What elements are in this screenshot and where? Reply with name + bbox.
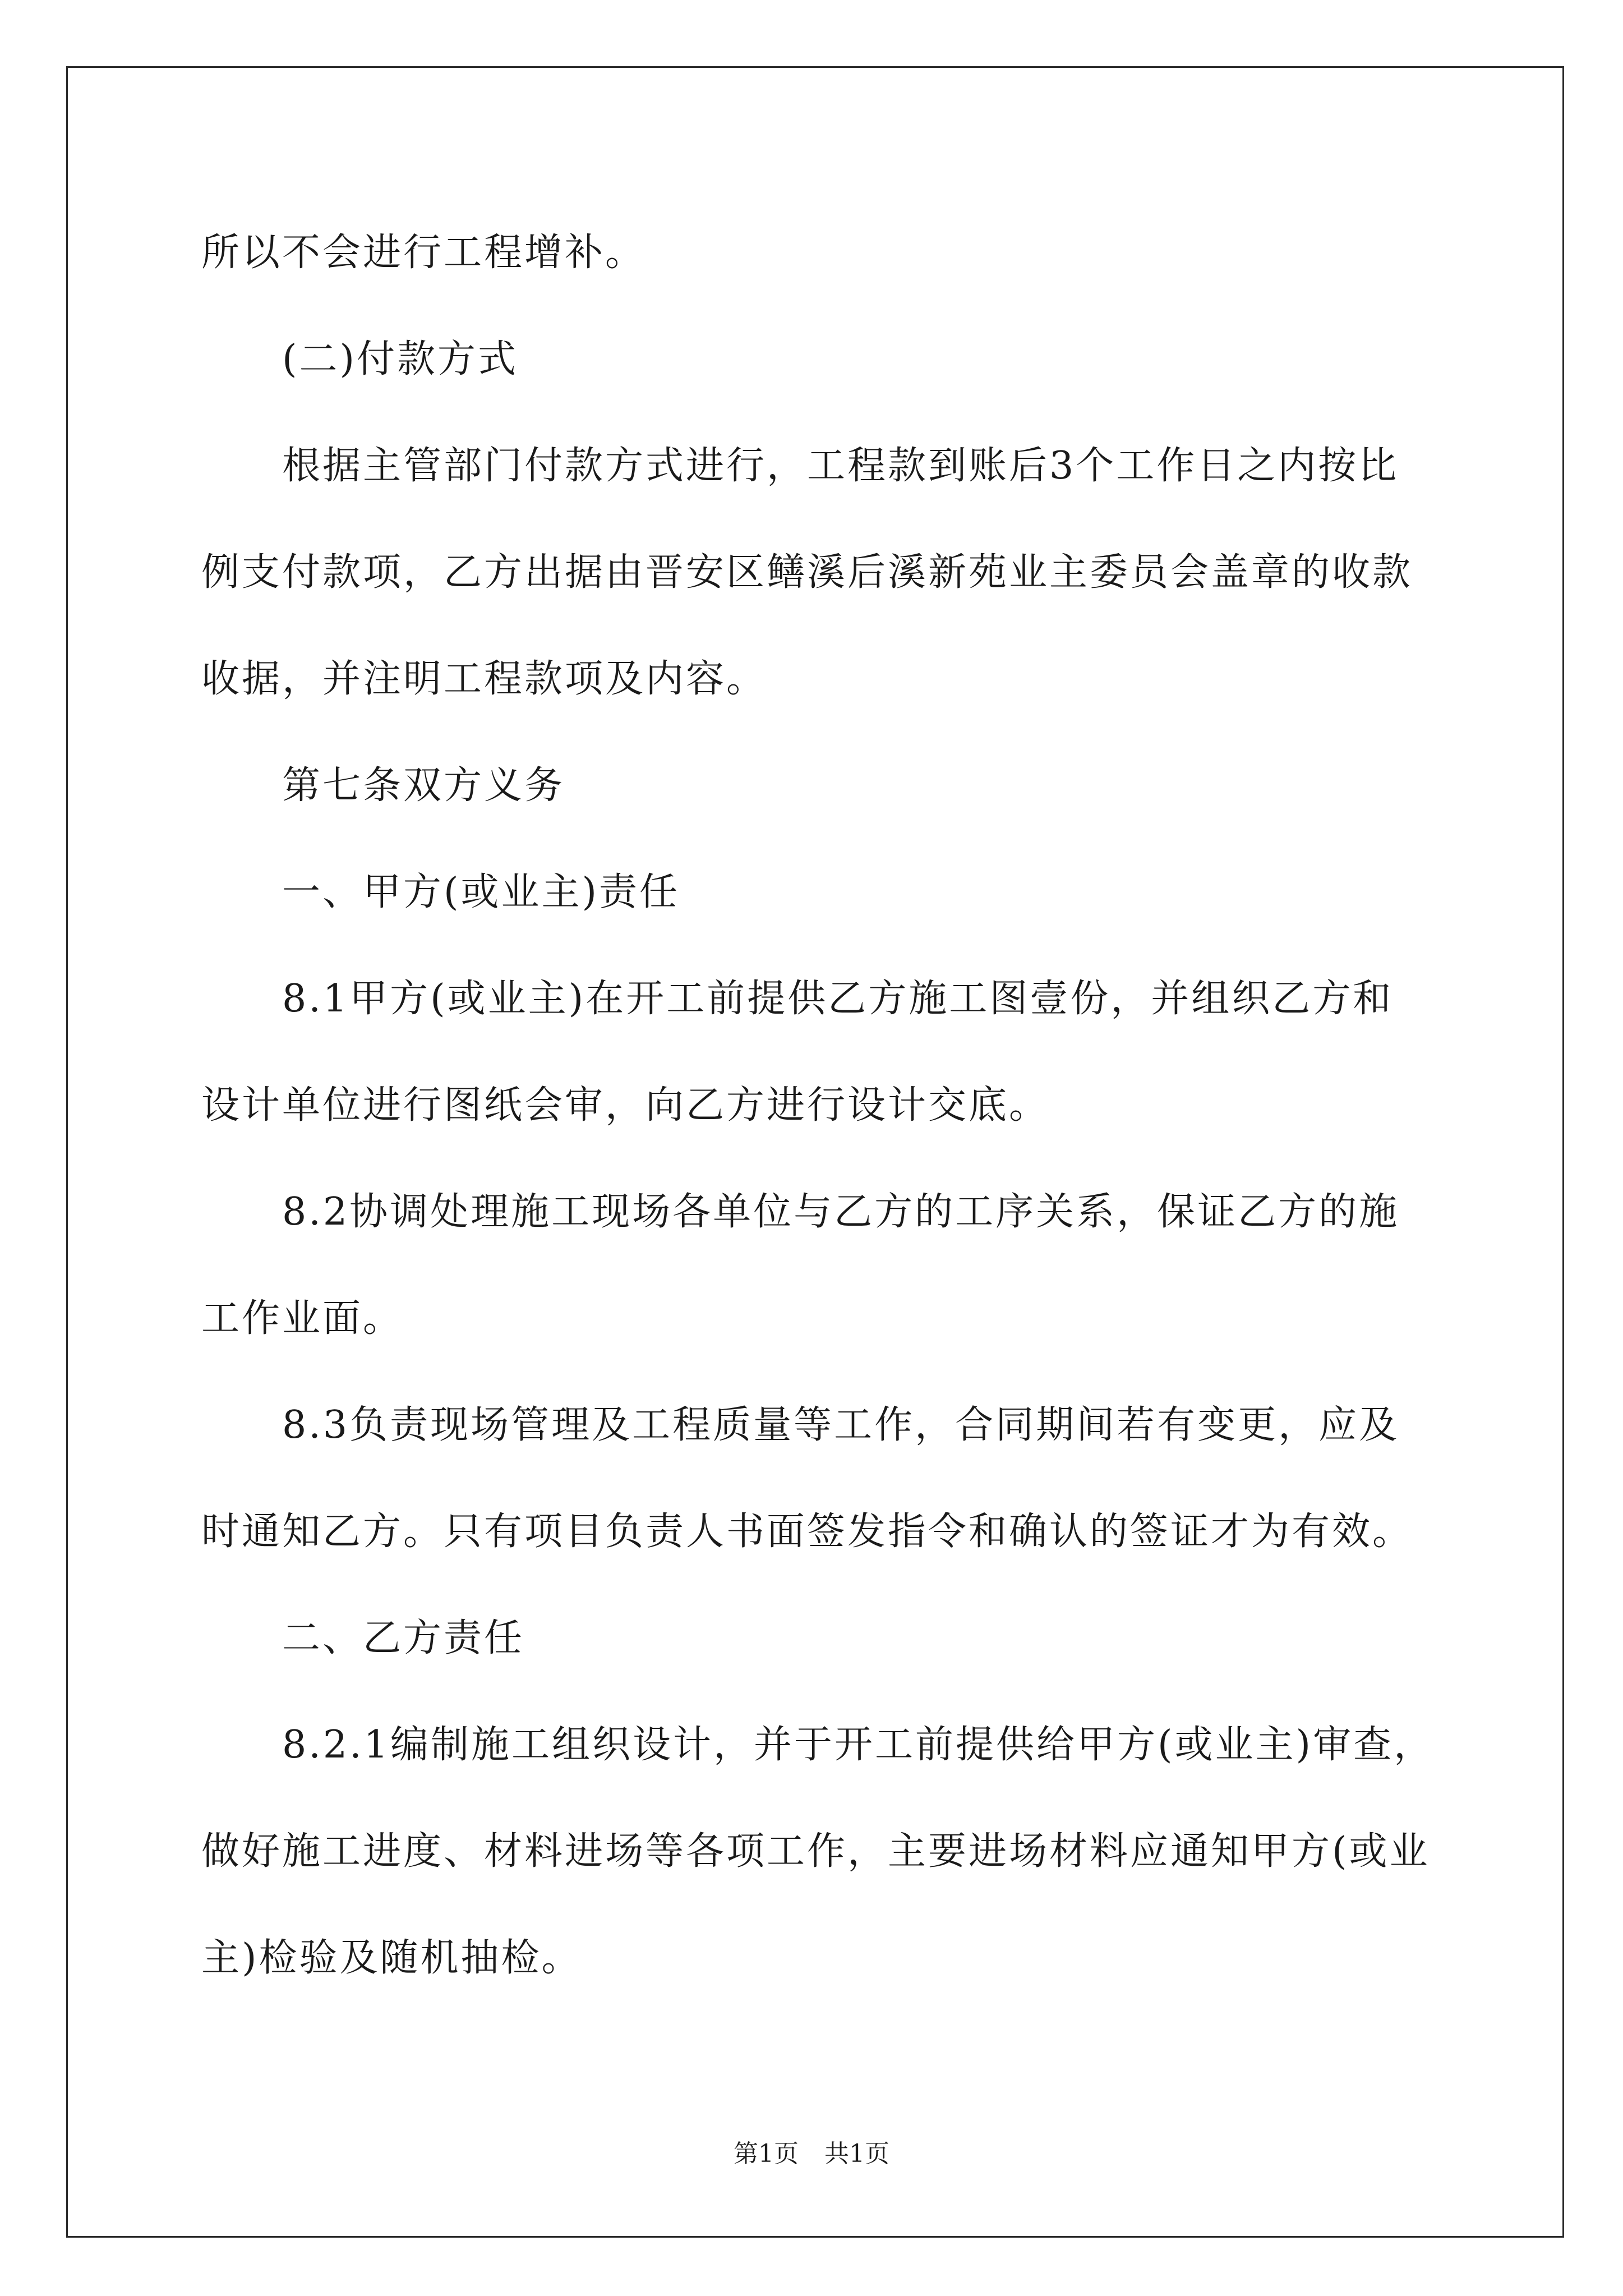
page-number-current: 第1页 — [734, 2139, 799, 2168]
paragraph-line: 时通知乙方。只有项目负责人书面签发指令和确认的签证才为有效。 — [201, 1510, 1413, 1554]
page-footer — [0, 2137, 1623, 2171]
paragraph — [201, 1692, 1536, 2012]
section-heading — [201, 1585, 1536, 1692]
paragraph-line: 所以不会进行工程增补。 — [201, 231, 646, 275]
section-heading — [201, 733, 1536, 839]
paragraph-line: 工作业面。 — [201, 1296, 404, 1341]
paragraph-line: 8.2协调处理施工现场各单位与乙方的工序关系，保证乙方的施 — [282, 1190, 1400, 1234]
paragraph-line: 第七条双方义务 — [282, 763, 565, 808]
paragraph — [201, 946, 1536, 1159]
section-heading — [201, 306, 1536, 413]
section-heading — [201, 839, 1536, 946]
document-body — [201, 200, 1536, 2012]
paragraph-line: 收据，并注明工程款项及内容。 — [201, 657, 767, 701]
paragraph-line: (二)付款方式 — [282, 337, 519, 381]
page-number-total: 共1页 — [824, 2139, 889, 2168]
paragraph — [201, 1372, 1536, 1585]
paragraph-line: 一、甲方(或业主)责任 — [282, 870, 680, 914]
paragraph-line: 设计单位进行图纸会审，向乙方进行设计交底。 — [201, 1083, 1050, 1128]
paragraph-line: 8.3负责现场管理及工程质量等工作，合同期间若有变更，应及 — [282, 1403, 1400, 1447]
paragraph-line: 8.1甲方(或业主)在开工前提供乙方施工图壹份，并组织乙方和 — [282, 977, 1394, 1021]
paragraph-line: 做好施工进度、材料进场等各项工作，主要进场材料应通知甲方(或业 — [201, 1829, 1430, 1874]
paragraph-line: 8.2.1编制施工组织设计，并于开工前提供给甲方(或业主)审查， — [282, 1723, 1435, 1767]
paragraph — [201, 1159, 1536, 1372]
paragraph-line: 根据主管部门付款方式进行，工程款到账后3个工作日之内按比 — [282, 444, 1399, 488]
paragraph-line: 主)检验及随机抽检。 — [201, 1936, 582, 1980]
paragraph-line: 二、乙方责任 — [282, 1616, 525, 1660]
paragraph — [201, 200, 1536, 306]
paragraph-line: 例支付款项，乙方出据由晋安区鳝溪后溪新苑业主委员会盖章的收款 — [201, 550, 1413, 595]
paragraph — [201, 413, 1536, 733]
